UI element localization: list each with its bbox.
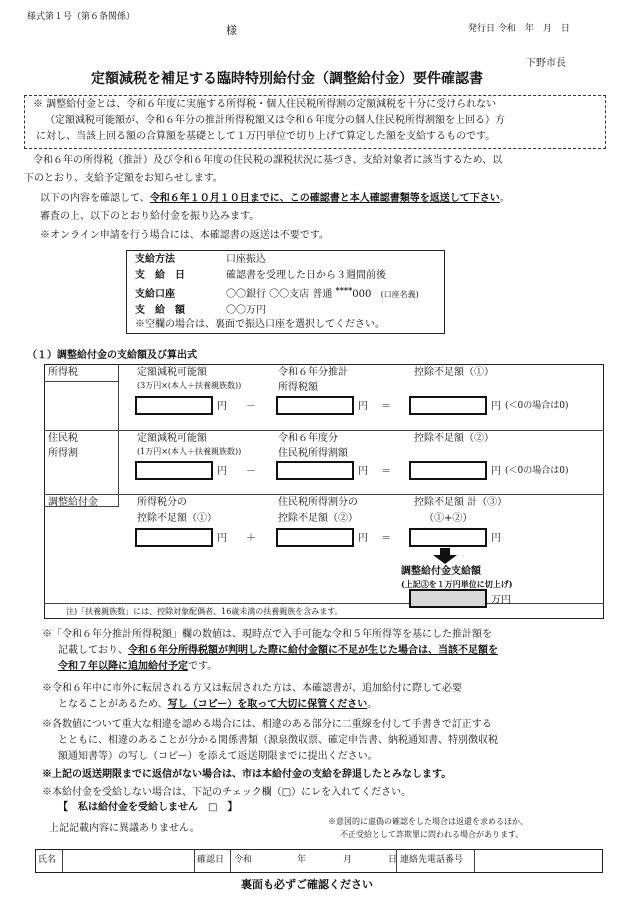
note-1b	[58, 644, 498, 657]
resident-income-levy-input[interactable]	[276, 461, 354, 480]
phone-label: 連絡先電話番号	[400, 855, 464, 865]
adj-resident-shortfall-input[interactable]	[276, 528, 354, 547]
adjustment-label: 調整給付金	[48, 497, 98, 508]
date-day-label: 日	[388, 855, 398, 865]
form-number: 様式第１号（第６条関係）	[27, 12, 136, 22]
resident-col1-title: 定額減税可能額	[137, 433, 207, 444]
resident-col2-sub: 住民税所得割額	[278, 448, 348, 459]
payment-note: ※空欄の場合は、裏面で振込口座を選択してください。	[135, 319, 385, 330]
decline-checkbox-line[interactable]: 【 私は給付金を受給しません □ 】	[58, 802, 238, 813]
resident-zero-note: (＜0の場合は0)	[505, 466, 569, 476]
date-year-field[interactable]	[256, 851, 294, 870]
plus-sign: ＋	[246, 533, 256, 544]
adj-total-shortfall-input[interactable]	[409, 528, 487, 547]
note-1b-pre: 記載しており、	[58, 645, 128, 656]
confirm-date-label: 確認日	[197, 855, 225, 865]
notice-line-2: （定額減税可能額が、令和６年分の推計所得税額又は令和６年度分の個人住民税所得割額を上回る）方	[45, 115, 505, 126]
intro-p2-emph: 令和６年１０月１０日までに、この確認書と本人確認書類等を返送して下さい	[149, 193, 500, 204]
payment-date-label: 支 給 日	[135, 270, 185, 281]
notice-line-3: に対し、当該上回る額の合算額を基礎として１万円単位で切り上げて算定した額を支給するものです。	[36, 131, 496, 142]
note-3a: ※各数値について重大な相違を認める場合には、相違のある部分に二重線を付して手書きで訂正する	[42, 719, 492, 730]
calc-divider-3	[44, 603, 604, 604]
row1-label-line	[44, 381, 119, 382]
payout-amount-input[interactable]	[409, 589, 487, 608]
income-col2-sub: 所得税額	[278, 382, 318, 393]
adj-col3-title: 控除不足額 計（③）	[414, 497, 508, 508]
equals-sign: ＝	[381, 401, 391, 412]
calc-divider-1	[44, 430, 604, 431]
yen-unit: 円	[358, 533, 368, 544]
resident-shortfall-input[interactable]	[409, 461, 487, 480]
resident-col1-sub: (1万円×(本人＋扶養親族数))	[137, 447, 242, 456]
calc-section-title: （１）調整給付金の支給額及び算出式	[27, 350, 197, 361]
minus-sign: －	[246, 401, 256, 412]
resident-col3-title: 控除不足額（②）	[414, 433, 494, 444]
income-col2-title: 令和６年分推計	[278, 367, 348, 378]
payment-date-value: 確認書を受理した日から３週間前後	[226, 270, 386, 281]
income-estimated-input[interactable]	[276, 396, 354, 415]
yen-unit: 円	[217, 466, 227, 477]
phone-field[interactable]	[476, 851, 600, 870]
note-1c-post: です。	[188, 661, 218, 672]
sig-divider	[194, 849, 195, 872]
footer-note: 裏面も必ずご確認ください	[241, 878, 373, 891]
intro-p2-post: 。	[499, 193, 510, 204]
note-3c: 額通知書等）の写し（コピー）を添えて返送期限までに提出ください。	[58, 751, 378, 762]
sig-divider	[474, 849, 475, 872]
payment-method-label: 支給方法	[135, 254, 175, 265]
income-deductible-input[interactable]	[135, 396, 213, 415]
equals-sign: ＝	[381, 533, 391, 544]
intro-p2	[40, 192, 510, 205]
calc-footnote: 注)「扶養親族数」には、控除対象配偶者、16歳未満の扶養親族を含みます。	[66, 607, 343, 616]
page-title: 定額減税を補足する臨時特別給付金（調整給付金）要件確認書	[91, 71, 483, 87]
date-era: 令和	[234, 855, 253, 865]
recipient-suffix: 様	[226, 24, 237, 37]
sig-divider	[62, 849, 63, 872]
intro-p3: 審査の上、以下のとおり給付金を振り込みます。	[40, 211, 260, 222]
intro-p1a: 令和６年の所得税（推計）及び令和６年度の住民税の課税状況に基づき、支給対象者に該当するため、以	[33, 155, 503, 166]
equals-sign: ＝	[381, 466, 391, 477]
yen-unit: 円	[491, 533, 501, 544]
intro-p4: ※オンライン申請を行う場合には、本確認書の返送は不要です。	[40, 230, 329, 241]
income-col1-title: 定額減税可能額	[137, 367, 207, 378]
account-bank: 〇〇銀行 〇〇支店 普通	[226, 289, 333, 300]
yen-unit: 円	[217, 533, 227, 544]
payment-amount-value: 〇〇万円	[226, 305, 266, 316]
note-2b-post: 。	[367, 699, 378, 710]
calc-col-divider	[118, 364, 119, 494]
account-tail: 000	[352, 289, 372, 300]
confirm-statement: 上記記載内容に異議ありません。	[49, 823, 200, 834]
note-1c-emph: 令和７年以降に追加給付予定	[58, 661, 188, 672]
warning-line-2: 不正受給として詐欺罪に問われる場合があります。	[340, 830, 524, 839]
payment-method-value: 口座振込	[226, 254, 266, 265]
resident-tax-label-2: 所得割	[48, 448, 78, 459]
adj-col3-sub: （①+②）	[424, 513, 473, 524]
income-zero-note: (＜0の場合は0)	[505, 401, 569, 411]
calc-col-divider-2	[118, 494, 119, 506]
adj-income-shortfall-input[interactable]	[135, 528, 213, 547]
resident-tax-label-1: 住民税	[48, 433, 78, 444]
note-2b-pre: となることがあるため、	[58, 699, 168, 710]
yen-unit: 円	[491, 401, 501, 412]
income-shortfall-input[interactable]	[409, 396, 487, 415]
note-1c	[58, 660, 217, 673]
note-4: ※上記の返送期限までに返信がない場合は、市は本給付金の支給を辞退したとみなします。	[42, 769, 452, 780]
date-month-label: 月	[343, 855, 353, 865]
arrow-down-icon	[432, 548, 458, 564]
note-5: ※本給付金を受給しない場合は、下記のチェック欄（□）にレを入れてください。	[42, 787, 412, 798]
name-field[interactable]	[64, 851, 192, 870]
resident-col2-title: 令和６年度分	[278, 433, 338, 444]
payout-title: 調整給付金支給額	[401, 566, 481, 577]
adj-col2-title: 住民税所得割分の	[278, 497, 358, 508]
payment-amount-label: 支 給 額	[135, 305, 185, 316]
issuer: 下野市長	[526, 58, 566, 69]
note-2a: ※令和６年中に市外に転居される方又は転居された方は、本確認書が、追加給付に際して必要	[42, 683, 462, 694]
payout-unit: 万円	[491, 595, 511, 606]
issue-date: 発行日 令和 年 月 日	[468, 24, 570, 34]
adj-col1-title: 所得税分の	[137, 497, 187, 508]
income-col1-sub: (3万円×(本人＋扶養親族数))	[137, 381, 242, 390]
yen-unit: 円	[217, 401, 227, 412]
intro-p2-pre: 以下の内容を確認して、	[40, 193, 150, 204]
calc-divider-2	[44, 494, 604, 495]
payment-account-label: 支給口座	[135, 289, 175, 300]
payment-account-value	[226, 285, 419, 301]
sig-divider	[230, 849, 231, 872]
resident-deductible-input[interactable]	[135, 461, 213, 480]
date-year-label: 年	[297, 855, 307, 865]
payout-sub: (上記③を１万円単位に切上げ)	[401, 579, 513, 589]
account-mask: ****	[335, 285, 353, 295]
name-label: 氏名	[38, 855, 57, 865]
yen-unit: 円	[358, 466, 368, 477]
note-3b: とともに、相違のあることが分かる関係書類（源泉徴収票、確定申告書、納税通知書、特別徴収税	[58, 735, 498, 746]
notice-line-1: ※ 調整給付金とは、令和６年度に実施する所得税・個人住民税所得割の定額減税を十分に受けられない	[33, 99, 497, 110]
income-col3-title: 控除不足額（①）	[414, 367, 494, 378]
minus-sign: －	[246, 466, 256, 477]
note-2b-emph: 写し（コピー）を取って大切に保管ください	[167, 699, 368, 710]
yen-unit: 円	[358, 401, 368, 412]
note-1b-emph: 令和６年分所得税額が判明した際に給付金額に不足が生じた場合は、当該不足額を	[128, 645, 498, 656]
warning-line-1: ※意図的に虚偽の確認をした場合は返還を求めるほか、	[328, 817, 528, 826]
intro-p1b: 下のとおり、支給予定額をお知らせします。	[24, 173, 223, 184]
income-tax-label: 所得税	[48, 367, 78, 378]
note-2b	[58, 698, 377, 711]
adj-col1-sub: 控除不足額（①）	[137, 513, 217, 524]
yen-unit: 円	[491, 466, 501, 477]
date-day-field[interactable]	[356, 851, 386, 870]
date-month-field[interactable]	[310, 851, 340, 870]
adj-col2-sub: 控除不足額（②）	[278, 513, 358, 524]
account-holder: (口座名義)	[380, 290, 419, 299]
note-1a: ※「令和６年分推計所得税額」欄の数値は、現時点で入手可能な令和５年所得等を基にした推計額を	[42, 629, 492, 640]
